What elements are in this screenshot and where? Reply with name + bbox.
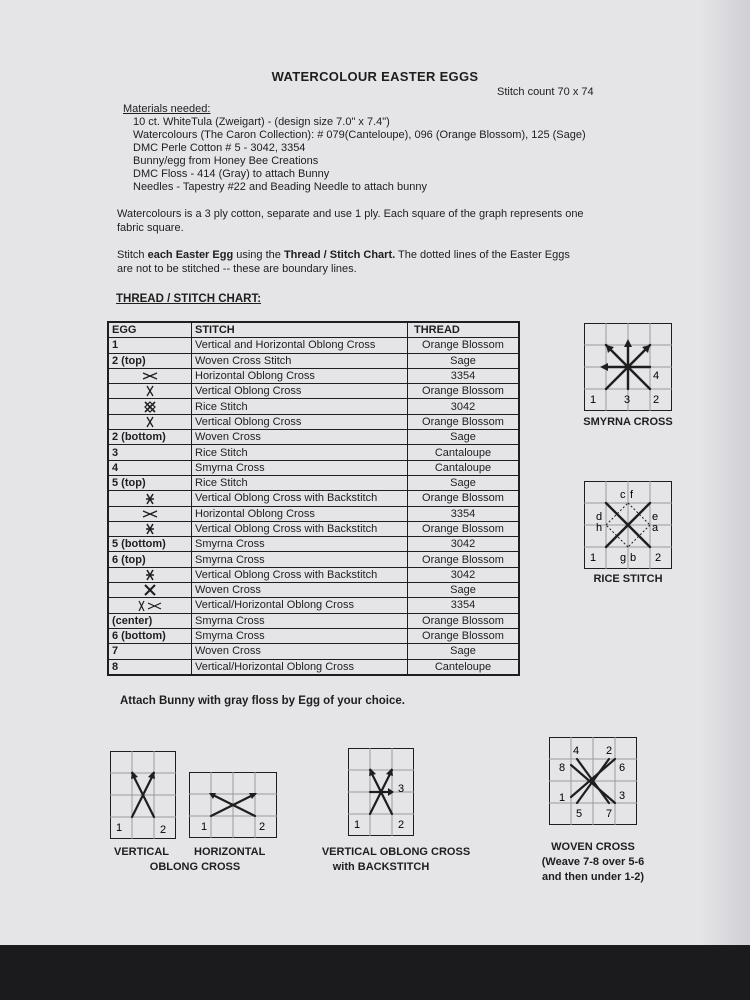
table-row: [108, 613, 519, 628]
thread-cell: Sage: [408, 644, 520, 659]
vertical-oblong-cross-icon: [145, 385, 155, 397]
thread-cell: Orange Blossom: [408, 613, 520, 628]
thread-cell: Canteloupe: [408, 659, 520, 675]
egg-cell: 7: [108, 644, 192, 659]
table-body: [108, 338, 519, 675]
thread-cell: Cantaloupe: [408, 460, 520, 475]
table-row: [108, 659, 519, 675]
horizontal-oblong-cross-icon: [108, 368, 192, 383]
stitch-number: 2: [160, 824, 167, 836]
stitch-number: 1: [590, 552, 597, 564]
table-row: [108, 628, 519, 643]
thread-cell: Sage: [408, 430, 520, 445]
stitch-cell: Woven Cross: [192, 430, 408, 445]
egg-cell: 2 (bottom): [108, 430, 192, 445]
egg-cell: 8: [108, 659, 192, 675]
backstitch-cross-icon: [108, 491, 192, 506]
table-row: [108, 552, 519, 567]
egg-cell: 1: [108, 338, 192, 353]
column-header: EGG: [108, 322, 192, 338]
stitch-cell: Vertical Oblong Cross with Backstitch: [192, 567, 408, 582]
stitch-letter: d: [596, 511, 603, 523]
vertical-oblong-cross-icon: [108, 414, 192, 429]
stitch-cell: Vertical Oblong Cross with Backstitch: [192, 521, 408, 536]
stitch-cell: Rice Stitch: [192, 399, 408, 414]
egg-cell: 6 (bottom): [108, 628, 192, 643]
table-header-row: [108, 322, 519, 338]
vertical-oblong-cross-diagram: [110, 751, 176, 839]
backstitch-cross-diagram: [348, 748, 414, 836]
table-row: [108, 399, 519, 414]
materials-item: Needles - Tapestry #22 and Beading Needle to attach bunny: [133, 181, 427, 193]
vertical-oblong-cross-icon: [108, 384, 192, 399]
stitch-number: 7: [606, 808, 613, 820]
stitch-number: 1: [354, 819, 361, 831]
text-run: Stitch: [117, 249, 148, 261]
table-row: [108, 491, 519, 506]
stitch-cell: Rice Stitch: [192, 445, 408, 460]
stitch-cell: Woven Cross: [192, 583, 408, 598]
woven-caption-line: (Weave 7-8 over 5-6: [541, 856, 645, 868]
stitch-cell: Smyrna Cross: [192, 460, 408, 475]
vertical-horizontal-cross-icon: [108, 598, 192, 613]
vertical-horizontal-cross-icon: [137, 600, 163, 612]
stitch-cell: Vertical/Horizontal Oblong Cross: [192, 659, 408, 675]
attach-bunny-note: Attach Bunny with gray floss by Egg of your choice.: [120, 695, 405, 707]
stitch-letter: e: [652, 511, 659, 523]
table-row: [108, 506, 519, 521]
horizontal-oblong-cross-diagram: [189, 772, 277, 838]
stitch-cell: Smyrna Cross: [192, 552, 408, 567]
stitch-cell: Vertical Oblong Cross with Backstitch: [192, 491, 408, 506]
chart-heading: THREAD / STITCH CHART:: [116, 293, 262, 305]
table-row: [108, 445, 519, 460]
table-row: [108, 644, 519, 659]
text-run: using the: [233, 249, 284, 261]
stitch-cell: Woven Cross: [192, 644, 408, 659]
thread-cell: 3354: [408, 598, 520, 613]
stitch-number: 2: [655, 552, 662, 564]
thread-cell: Orange Blossom: [408, 491, 520, 506]
stitch-number: 1: [201, 821, 208, 833]
stitch-number: 3: [624, 394, 631, 406]
materials-item: 10 ct. WhiteTula (Zweigart) - (design size 7.0" x 7.4"): [133, 116, 390, 128]
table-row: [108, 521, 519, 536]
stitch-cell: Smyrna Cross: [192, 628, 408, 643]
stitch-cell: Woven Cross Stitch: [192, 353, 408, 368]
horizontal-caption: HORIZONTAL: [194, 846, 266, 858]
woven-caption-line: WOVEN CROSS: [551, 841, 635, 853]
column-header: THREAD: [408, 322, 520, 338]
woven-cross-icon: [144, 584, 156, 596]
stitch-number: 5: [576, 808, 583, 820]
stitch-number: 1: [590, 394, 597, 406]
stitch-number: 2: [398, 819, 405, 831]
horizontal-oblong-cross-icon: [108, 506, 192, 521]
thread-cell: Sage: [408, 475, 520, 490]
stitch-cell: Smyrna Cross: [192, 537, 408, 552]
thread-cell: Sage: [408, 353, 520, 368]
thread-cell: Orange Blossom: [408, 384, 520, 399]
rice-stitch-caption: RICE STITCH: [593, 573, 663, 585]
thread-cell: Orange Blossom: [408, 628, 520, 643]
woven-cross-icon: [108, 583, 192, 598]
table-row: [108, 475, 519, 490]
instruction-paragraph-line: are not to be stitched -- these are boundary lines.: [117, 263, 357, 275]
materials-item: Watercolours (The Caron Collection): # 079(Canteloupe), 096 (Orange Blossom), 125 (Sage): [133, 129, 586, 141]
stitch-number: 3: [398, 783, 405, 795]
backstitch-cross-icon: [145, 523, 155, 535]
table-row: [108, 368, 519, 383]
table-row: [108, 598, 519, 613]
thread-cell: 3042: [408, 567, 520, 582]
stitch-number: 4: [653, 370, 660, 382]
backstitch-cross-icon: [145, 569, 155, 581]
table-row: [108, 414, 519, 429]
oblong-cross-caption: OBLONG CROSS: [149, 861, 241, 873]
backstitch-cross-icon: [108, 567, 192, 582]
stitch-cell: Rice Stitch: [192, 475, 408, 490]
emphasis-text: Thread / Stitch Chart.: [283, 249, 396, 261]
stitch-number: 2: [653, 394, 660, 406]
stitch-letter: b: [630, 552, 637, 564]
vertical-oblong-cross-icon: [145, 416, 155, 428]
table-row: [108, 353, 519, 368]
egg-cell: 6 (top): [108, 552, 192, 567]
page-title: WATERCOLOUR EASTER EGGS: [271, 69, 479, 84]
stitch-cell: Vertical/Horizontal Oblong Cross: [192, 598, 408, 613]
egg-cell: 5 (top): [108, 475, 192, 490]
stitch-number: 8: [559, 762, 566, 774]
stitch-letter: h: [596, 522, 603, 534]
thread-cell: 3042: [408, 399, 520, 414]
stitch-cell: Horizontal Oblong Cross: [192, 368, 408, 383]
horizontal-oblong-cross-icon: [142, 371, 158, 381]
smyrna-cross-diagram: [584, 323, 672, 411]
thread-cell: Orange Blossom: [408, 521, 520, 536]
materials-item: DMC Floss - 414 (Gray) to attach Bunny: [133, 168, 330, 180]
egg-cell: (center): [108, 613, 192, 628]
instruction-paragraph-line: fabric square.: [117, 222, 184, 234]
egg-cell: 4: [108, 460, 192, 475]
stitch-letter: g: [620, 552, 627, 564]
smyrna-cross-caption: SMYRNA CROSS: [583, 416, 673, 428]
stitch-cell: Horizontal Oblong Cross: [192, 506, 408, 521]
materials-label: Materials needed:: [123, 103, 211, 115]
instruction-paragraph-line: [117, 250, 570, 261]
text-run: The dotted lines of the Easter Eggs: [395, 249, 570, 261]
table-row: [108, 430, 519, 445]
vertical-caption: VERTICAL: [114, 846, 169, 858]
thread-cell: Orange Blossom: [408, 414, 520, 429]
column-header: STITCH: [192, 322, 408, 338]
thread-cell: Cantaloupe: [408, 445, 520, 460]
stitch-number: 1: [116, 822, 123, 834]
thread-cell: 3354: [408, 506, 520, 521]
table-row: [108, 384, 519, 399]
stitch-cell: Vertical Oblong Cross: [192, 384, 408, 399]
table-row: [108, 537, 519, 552]
stitch-cell: Vertical and Horizontal Oblong Cross: [192, 338, 408, 353]
egg-cell: 5 (bottom): [108, 537, 192, 552]
thread-cell: Orange Blossom: [408, 338, 520, 353]
materials-item: Bunny/egg from Honey Bee Creations: [133, 155, 319, 167]
instruction-paragraph-line: Watercolours is a 3 ply cotton, separate and use 1 ply. Each square of the graph represents one: [117, 208, 584, 220]
stitch-cell: Vertical Oblong Cross: [192, 414, 408, 429]
backstitch-cross-icon: [145, 493, 155, 505]
stitch-count: Stitch count 70 x 74: [497, 86, 594, 98]
table-row: [108, 338, 519, 353]
egg-cell: 2 (top): [108, 353, 192, 368]
stitch-cell: Smyrna Cross: [192, 613, 408, 628]
thread-cell: 3354: [408, 368, 520, 383]
backstitch-caption-line: with BACKSTITCH: [332, 861, 430, 873]
thread-cell: Sage: [408, 583, 520, 598]
horizontal-oblong-cross-icon: [142, 509, 158, 519]
thread-cell: Orange Blossom: [408, 552, 520, 567]
stitch-number: 3: [619, 790, 626, 802]
stitch-number: 1: [559, 792, 566, 804]
stitch-number: 2: [259, 821, 266, 833]
stitch-letter: a: [652, 522, 659, 534]
backstitch-caption-line: VERTICAL OBLONG CROSS: [321, 846, 471, 858]
backstitch-cross-icon: [108, 521, 192, 536]
rice-stitch-icon: [144, 401, 156, 413]
table-row: [108, 567, 519, 582]
stitch-number: 6: [619, 762, 626, 774]
table-row: [108, 583, 519, 598]
woven-caption-line: and then under 1-2): [541, 871, 645, 883]
rice-stitch-diagram: [584, 481, 672, 569]
egg-cell: 3: [108, 445, 192, 460]
woven-cross-diagram: [549, 737, 637, 825]
thread-cell: 3042: [408, 537, 520, 552]
stitch-number: 2: [606, 745, 613, 757]
rice-stitch-icon: [108, 399, 192, 414]
stitch-letter: f: [630, 489, 634, 501]
thread-stitch-table: [107, 321, 520, 676]
stitch-number: 4: [573, 745, 580, 757]
page-shadow: [700, 0, 750, 945]
table-row: [108, 460, 519, 475]
stitch-letter: c: [620, 489, 626, 501]
emphasis-text: each Easter Egg: [147, 249, 234, 261]
materials-item: DMC Perle Cotton # 5 - 3042, 3354: [133, 142, 306, 154]
